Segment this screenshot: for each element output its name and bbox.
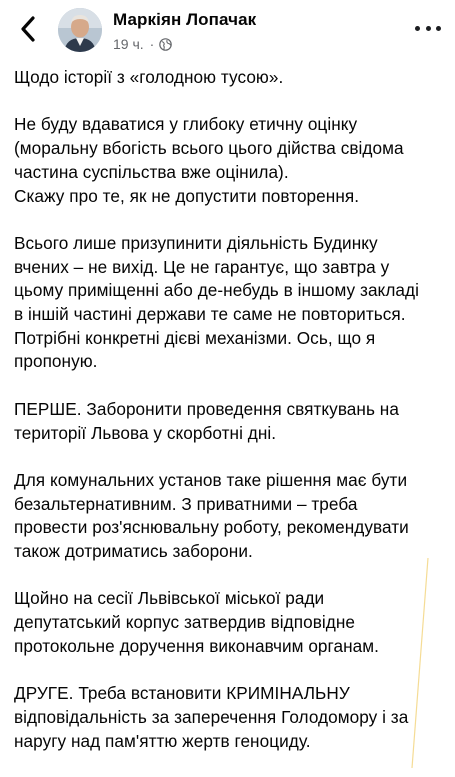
paragraph-communal: Для комунальних установ таке рішення має бути безальтернативним. З приватними – треба провести роз'яснювальну роботу, рекомендувати також дотриматись заборони. [14,469,409,561]
decorative-stroke [408,558,432,768]
more-dots-icon [415,26,420,31]
post-header [0,0,455,66]
paragraph-first: ПЕРШЕ. Заборонити проведення святкувань на території Львова у скорботні дні. [14,398,399,443]
paragraph-second: ДРУГЕ. Треба встановити КРИМІНАЛЬНУ відповідальність за заперечення Голодомору і за наругу над пам'яттю жертв геноциду. [14,683,409,751]
paragraph-intro: Щодо історії з «голодною тусою». [14,67,284,87]
author-name[interactable]: Маркіян Лопачак [113,10,257,29]
paragraph-session: Щойно на сесії Львівської міської ради депутатський корпус затвердив відповідне протокольне доручення виконавчим органам. [14,588,379,656]
paragraph-ethics: Не буду вдаватися у глибоку етичну оцінку (моральну вбогість всього цього дійства свідома частина суспільства вже оцінила). Скажу про те, як не допустити повторення. [14,114,404,206]
chevron-left-icon [20,16,36,42]
post-text [14,66,446,777]
paragraph-not-enough: Всього лише призупинити діяльність Будинку вчених – не вихід. Це не гарантує, що завтра у цьому приміщенні або де-небудь в іншому закладі в іншій частині держави те саме не повториться. Потрібні конкретні дієві механізми. Ось, що я пропоную. [14,232,419,372]
meta-separator: · [149,36,155,52]
post-time[interactable]: 19 ч. [113,36,144,52]
more-options-button[interactable] [415,22,441,34]
avatar[interactable] [58,8,102,52]
globe-icon [159,38,172,51]
post-meta [113,36,172,52]
avatar-photo [58,8,102,52]
back-button[interactable] [14,14,42,44]
